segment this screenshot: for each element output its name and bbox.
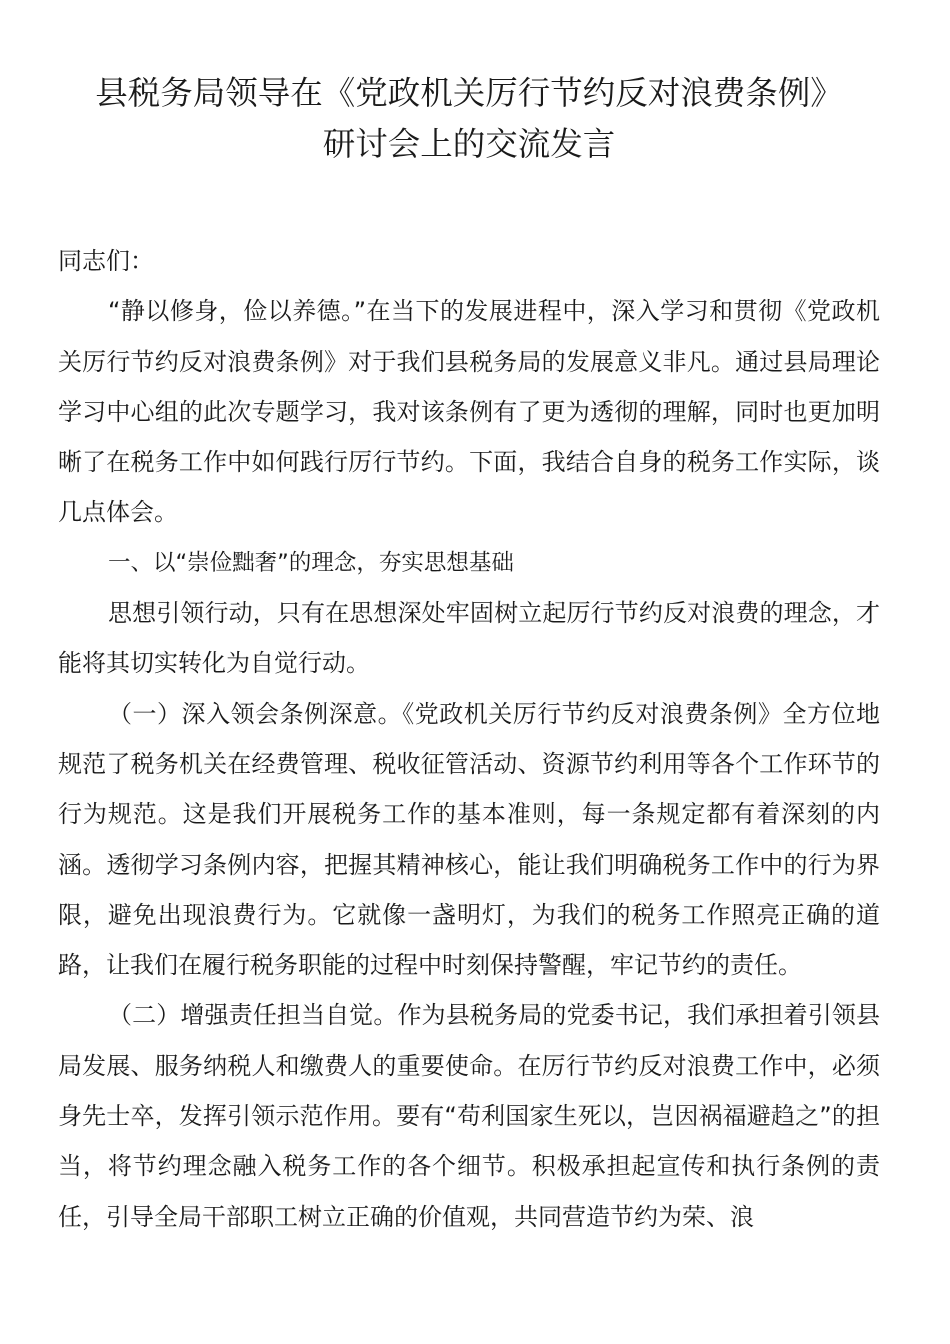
document-title <box>58 68 880 170</box>
title-line-2: 研讨会上的交流发言 <box>322 125 616 163</box>
paragraph-subsection-1: （一）深入领会条例深意。《党政机关厉行节约反对浪费条例》全方位地规范了税务机关在经费管理、税收征管活动、资源节约利用等各个工作环节的行为规范。这是我们开展税务工作的基本准则，每一条规定都有着深刻的内涵。透彻学习条例内容，把握其精神核心，能让我们明确税务工作中的行为界限，避免出现浪费行为。它就像一盏明灯，为我们的税务工作照亮正确的道路，让我们在履行税务职能的过程中时刻保持警醒，牢记节约的责任。 <box>58 699 880 980</box>
paragraph-section-1-lead: 思想引领行动，只有在思想深处牢固树立起厉行节约反对浪费的理念，才能将其切实转化为自觉行动。 <box>58 599 880 678</box>
paragraph-intro: “静以修身，俭以养德。”在当下的发展进程中，深入学习和贯彻《党政机关厉行节约反对浪费条例》对于我们县税务局的发展意义非凡。通过县局理论学习中心组的此次专题学习，我对该条例有了更为透彻的理解，同时也更加明晰了在税务工作中如何践行厉行节约。下面，我结合自身的税务工作实际，谈几点体会。 <box>58 297 880 527</box>
salutation: 同志们： <box>58 247 154 275</box>
section-heading-1: 一、以“崇俭黜奢”的理念，夯实思想基础 <box>108 549 514 576</box>
title-line-1: 县税务局领导在《党政机关厉行节约反对浪费条例》 <box>95 74 843 112</box>
document-body <box>58 236 880 1242</box>
paragraph-subsection-2: （二）增强责任担当自觉。作为县税务局的党委书记，我们承担着引领县局发展、服务纳税人和缴费人的重要使命。在厉行节约反对浪费工作中，必须身先士卒，发挥引领示范作用。要有“苟利国家生死以，岂因祸福避趋之”的担当，将节约理念融入税务工作的各个细节。积极承担起宣传和执行条例的责任，引导全局干部职工树立正确的价值观，共同营造节约为荣、浪 <box>58 1001 880 1231</box>
